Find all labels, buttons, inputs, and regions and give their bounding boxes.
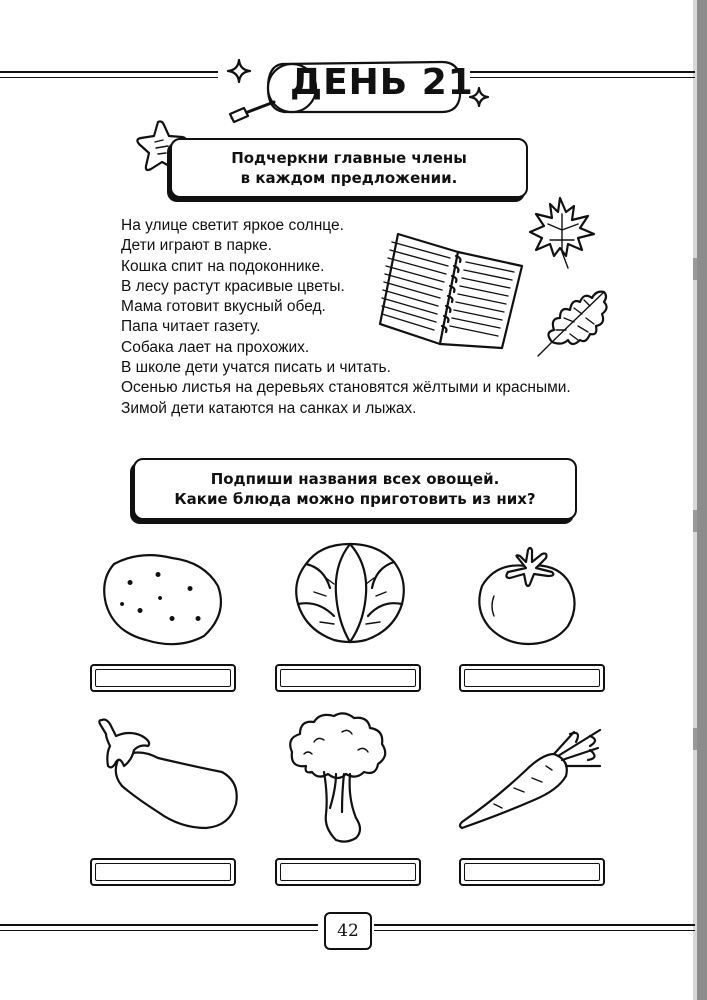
page-edge-mark bbox=[693, 728, 697, 750]
sparkle-icon bbox=[226, 58, 252, 84]
footer-rule-right-top bbox=[374, 924, 695, 926]
sentence[interactable]: Папа читает газету. bbox=[121, 318, 261, 336]
header-rule-left-top bbox=[0, 71, 218, 73]
footer-rule-left-bottom bbox=[0, 930, 318, 931]
sentence[interactable]: В школе дети учатся писать и читать. bbox=[121, 359, 391, 377]
task-instruction-line: в каждом предложении. bbox=[240, 169, 458, 187]
sentence[interactable]: Кошка спит на подоконнике. bbox=[121, 257, 325, 275]
header-rule-left-bottom bbox=[0, 77, 218, 78]
page-edge-inner bbox=[693, 0, 697, 1000]
task-instruction-box bbox=[170, 138, 528, 198]
day-title-badge bbox=[262, 58, 474, 116]
sentence[interactable]: На улице светит яркое солнце. bbox=[121, 217, 344, 234]
vegetable-name-input[interactable] bbox=[275, 858, 421, 886]
sentence[interactable]: Дети играют в парке. bbox=[121, 237, 272, 255]
potato-icon bbox=[100, 552, 226, 648]
page-edge bbox=[697, 0, 707, 1000]
vegetable-name-input[interactable] bbox=[90, 858, 236, 886]
page-edge-mark bbox=[693, 258, 697, 280]
broccoli-icon bbox=[284, 712, 390, 846]
task-instruction-line: Какие блюда можно приготовить из них? bbox=[174, 490, 536, 508]
page-edge-mark bbox=[693, 510, 697, 532]
task-instruction-line: Подчеркни главные члены bbox=[231, 149, 467, 167]
footer-rule-right-bottom bbox=[374, 930, 695, 931]
sentence[interactable]: Собака лает на прохожих. bbox=[121, 338, 310, 356]
sentence[interactable]: Мама готовит вкусный обед. bbox=[121, 298, 326, 316]
task-instruction-line: Подпиши названия всех овощей. bbox=[210, 470, 500, 488]
header-rule-right-top bbox=[470, 71, 695, 73]
vegetable-name-input[interactable] bbox=[275, 664, 421, 692]
sentence[interactable]: Зимой дети катаются на санках и лыжах. bbox=[121, 399, 417, 417]
cabbage-icon bbox=[290, 538, 410, 646]
eggplant-icon bbox=[96, 716, 242, 832]
oak-leaf-icon bbox=[534, 286, 614, 360]
sentence[interactable]: Осенью листья на деревьях становятся жёлтыми и красными. bbox=[121, 379, 571, 397]
header-rule-right-bottom bbox=[470, 77, 695, 78]
tomato-icon bbox=[474, 544, 580, 648]
day-title: ДЕНЬ 21 bbox=[290, 62, 474, 103]
footer-rule-left-top bbox=[0, 924, 318, 926]
carrot-icon bbox=[454, 726, 604, 834]
notebook-icon bbox=[376, 228, 526, 348]
task-instruction-box bbox=[133, 458, 577, 520]
vegetable-name-input[interactable] bbox=[459, 858, 605, 886]
maple-leaf-icon bbox=[528, 194, 598, 272]
vegetable-name-input[interactable] bbox=[90, 664, 236, 692]
page-number: 42 bbox=[324, 912, 372, 950]
vegetable-name-input[interactable] bbox=[459, 664, 605, 692]
sentence[interactable]: В лесу растут красивые цветы. bbox=[121, 277, 345, 295]
